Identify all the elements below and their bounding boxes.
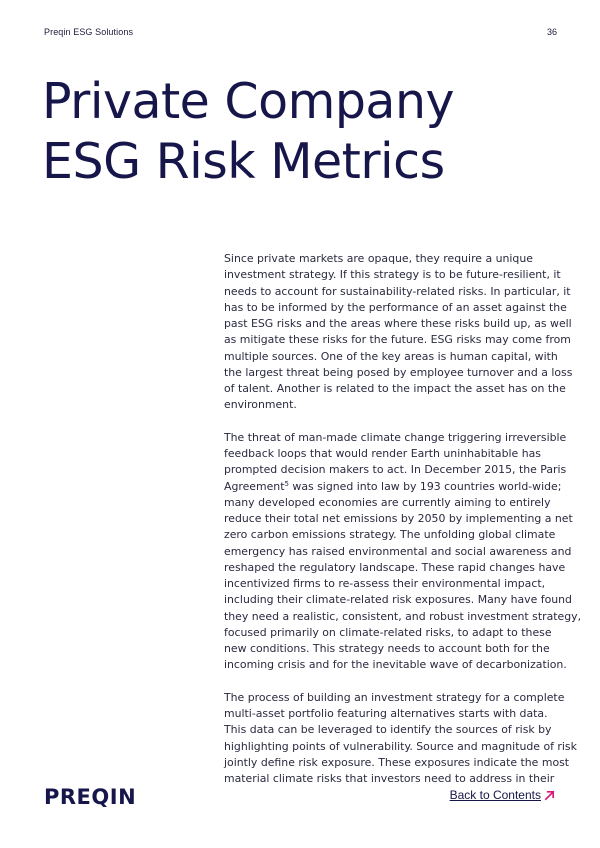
publication-name: Preqin ESG Solutions [44, 27, 134, 37]
text-line: feedback loops that would render Earth uninhabitable has [224, 447, 541, 460]
back-to-contents-label: Back to Contents [449, 788, 541, 802]
page-number: 36 [546, 27, 557, 37]
text-line: many developed economies are currently aiming to entirely [224, 495, 551, 509]
paragraph-3 [224, 690, 577, 788]
text-line: material climate risks that investors need to address in their [224, 772, 555, 785]
text-line: prompted decision makers to act. In December 2015, the Paris [224, 463, 567, 477]
footnote-reference[interactable]: 5 [284, 479, 289, 488]
back-to-contents-link[interactable] [450, 788, 555, 802]
text-line: jointly define risk exposure. These exposures indicate the most [224, 755, 570, 769]
text-line: emergency has raised environmental and social awareness and [224, 544, 572, 558]
text-line: reduce their total net emissions by 2050 by implementing a net [224, 512, 573, 525]
text-line: The process of building an investment strategy for a complete [224, 690, 565, 704]
text-line: new conditions. This strategy needs to account both for the [224, 642, 550, 655]
text-line: The threat of man-made climate change triggering irreversible [224, 430, 567, 444]
arrow-up-right-icon [544, 790, 555, 801]
text-line: they need a realistic, consistent, and robust investment strategy, [224, 609, 582, 623]
paragraph-2 [224, 430, 582, 674]
text-line: past ESG risks and the areas where these risks build up, as well [224, 317, 572, 330]
text-line: highlighting points of vulnerability. Source and magnitude of risk [224, 739, 577, 753]
text-line: incentivized firms to re-assess their environmental impact, [224, 577, 546, 590]
page-title-line-2: ESG Risk Metrics [42, 133, 445, 190]
paris-agreement-term: Agreement [224, 479, 285, 493]
text-line: needs to account for sustainability-related risks. In particular, it [224, 284, 571, 298]
text-line: incoming crisis and for the inevitable wave of decarbonization. [224, 658, 567, 672]
text-line: has to be informed by the performance of an asset against the [224, 300, 567, 314]
text-line: including their climate-related risk exposures. Many have found [224, 593, 572, 607]
page-title [42, 72, 454, 192]
text-line: environment. [224, 398, 297, 412]
preqin-logo: PREQIN [44, 785, 137, 809]
text-line: reshaped the regulatory landscape. These rapid changes have [224, 560, 566, 574]
text-line: Since private markets are opaque, they require a unique [224, 252, 533, 265]
text-line: investment strategy. If this strategy is to be future-resilient, it [224, 268, 561, 282]
text-line: multiple sources. One of the key areas is human capital, with [224, 349, 558, 363]
text-line: This data can be leveraged to identify the sources of risk by [224, 723, 552, 737]
text-line: as mitigate these risks for the future. ESG risks may come from [224, 333, 571, 347]
body-text [224, 251, 582, 787]
text-line: of talent. Another is related to the impact the asset has on the [224, 382, 566, 395]
text-line: zero carbon emissions strategy. The unfolding global climate [224, 528, 556, 542]
text-line-with-footnote [224, 479, 562, 495]
page-title-line-1: Private Company [42, 73, 455, 130]
text-fragment: was signed into law by 193 countries world-wide; [288, 479, 562, 493]
paragraph-1 [224, 251, 573, 414]
text-line: the largest threat being posed by employee turnover and a loss [224, 365, 573, 379]
text-line: multi-asset portfolio featuring alternatives starts with data. [224, 707, 548, 720]
text-line: focused primarily on climate-related risks, to adapt to these [224, 625, 552, 639]
